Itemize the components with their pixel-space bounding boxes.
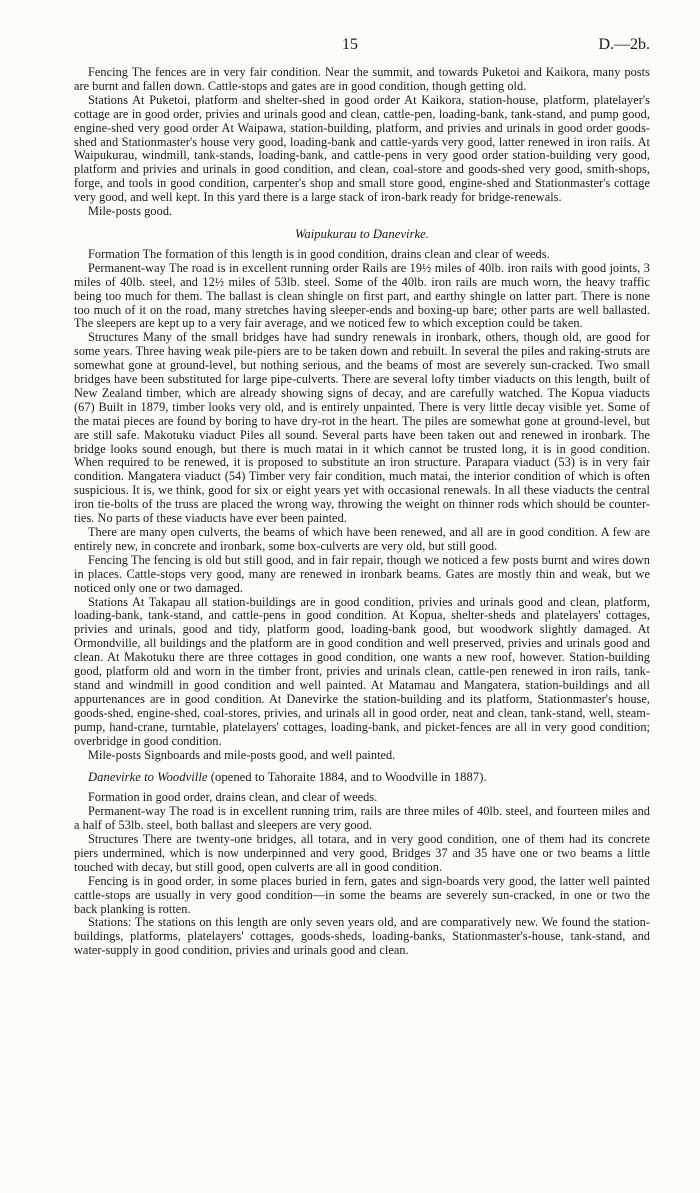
paragraph-formation: Formation in good order, drains clean, and clear of weeds. xyxy=(88,790,378,805)
document-body xyxy=(74,66,650,958)
paragraph-formation: Formation The formation of this length is in good condition, drains clean and clear of weeds. xyxy=(88,246,550,261)
paragraph-mile-posts: Mile-posts good. xyxy=(88,204,173,219)
paragraph-culverts: There are many open culverts, the beams of which have been renewed, and all are in good condition. A few are entirely new, in concrete and ironbark, some box-culverts are very old, but still good. xyxy=(74,525,650,553)
section-heading-danevirke-woodville xyxy=(74,771,650,785)
paragraph-mile-posts: Mile-posts Signboards and mile-posts good, and well painted. xyxy=(88,747,396,762)
paragraph-permanent-way: Permanent-way The road is in excellent running order Rails are 19½ miles of 40lb. iron rails with good joints, 3 miles of 40lb. steel, and 12½ miles of 53lb. steel. Some of the 40lb. iron rails are much worn, the heavy traffic being too much for them. The ballast is clean shingle on first part, and earthy shingle on latter part. There is none too much of it on the road, many stretches having sleeper-ends and boxing-up bare; other parts are well ballasted. The sleepers are kept up to a very fair average, and we noticed few to which exception could be taken. xyxy=(74,260,650,331)
section-heading-note: (opened to Tahoraite 1884, and to Woodville in 1887). xyxy=(207,770,487,785)
paragraph-stations: Stations At Puketoi, platform and shelter-shed in good order At Kaikora, station-house, platform, platelayer's cottage are in good order, privies and urinals good and clean, cattle-pen, loading-bank, tank-stand, and pump good, engine-shed very good order At Waipawa, station-building, platform, and privies and urinals in good order goods-shed and Stationmaster's house very good, loading-bank and cattle-yards very good, latter renewed in iron rails. At Waipukurau, windmill, tank-stands, loading-bank, and cattle-pens in very good order station-building very good, platform and privies and urinals in good condition, and clean, coal-store and goods-shed very good, smith-shops, forge, and tools in good condition, carpenter's shop and small store good, engine-shed and Stationmaster's cottage very good, and well kept. In this yard there is a large stack of iron-bark ready for bridge-renewals. xyxy=(74,92,650,205)
paragraph-fencing: Fencing The fences are in very fair condition. Near the summit, and towards Puketoi and Kaikora, many posts are burnt and fallen down. Cattle-stops and gates are in good condition, though getting old. xyxy=(74,65,650,93)
paragraph-structures: Structures Many of the small bridges have had sundry renewals in ironbark, others, though old, are good for some years. Three having weak pile-piers are to be taken down and rebuilt. In several the piles and raking-struts are somewhat gone at ground-level, but nothing serious, and the beams of most are severely sun-cracked. Two small bridges have been substituted for large pipe-culverts. There are several lofty timber viaducts on this length, built of New Zealand timber, which are already showing signs of decay, and are carefully watched. The Kopua viaducts (67) Built in 1879, timber looks very old, and is entirely unpainted. There is very little decay visible yet. Some of the matai pieces are found by boring to have dry-rot in the heart. The piles are somewhat gone at ground-level, but are still safe. Makotuku viaduct Piles all sound. Several parts have been taken out and renewed in ironbark. The bridge looks sound enough, but there is much matai in it which cannot be trusted long, it is in good condition. When required to be renewed, it is proposed to substitute an iron structure. Parapara viaduct (53) is in very fair condition. Mangatera viaduct (54) Timber very fair condition, much matai, the interior condition of which is often suspicious. It is, we think, good for six or eight years yet with occasional renewals. In all these viaducts the central iron tie-bolts of the truss are placed the wrong way, throwing the weight on thinner rods which should be counter-ties. No parts of these viaducts have ever been painted. xyxy=(74,330,650,526)
paragraph-fencing: Fencing is in good order, in some places buried in fern, gates and sign-boards very good, the latter well painted cattle-stops are usually in very good condition—in some the beams are severely sun-cracked, in one or two the back planking is rotten. xyxy=(74,873,650,916)
paragraph-stations: Stations At Takapau all station-buildings are in good condition, privies and urinals good and clean, platform, loading-bank, tank-stand, and cattle-pens in good condition. At Kopua, shelter-sheds and platelayers' cottages, privies and urinals, good and tidy, platform good, loading-bank good, but woodwork slightly damaged. At Ormondville, all buildings and the platform are in good condition and well preserved, privies and urinals good and clean. At Makotuku there are three cottages in good condition, one wants a new roof, however. Station-building good, platform old and worn in the timber front, privies and urinals clean, cattle-pen renewed in iron rails, tank-stand and windmill in good condition and well painted. At Matamau and Mangatera, station-buildings and all appurtenances are in good condition. At Danevirke the station-building and its platform, Stationmaster's house, goods-shed, engine-shed, coal-stores, privies, and urinals all in good order, neat and clean, tank-stand, well, steam-pump, hand-crane, turntable, platelayers' cottages, loading-bank, and picket-fences are all in very good condition; overbridge in good condition. xyxy=(74,594,650,748)
section-heading-title: Danevirke to Woodville xyxy=(88,770,208,785)
paragraph-permanent-way: Permanent-way The road is in excellent running trim, rails are three miles of 40lb. steel, and fourteen miles and a half of 53lb. steel, both ballast and sleepers are very good. xyxy=(74,804,650,833)
paragraph-structures: Structures There are twenty-one bridges, all totara, and in very good condition, one of them had its concrete piers undermined, which is now underpinned and very good, Bridges 37 and 35 have one or two beams a little touched with decay, but still good, open culverts are all in good condition. xyxy=(74,832,650,874)
section-heading-waipukurau-danevirke: Waipukurau to Danevirke. xyxy=(295,226,429,241)
page-number: 15 xyxy=(342,36,358,53)
document-reference: D.—2b. xyxy=(598,36,650,53)
paragraph-fencing: Fencing The fencing is old but still good, and in fair repair, though we noticed a few posts burnt and wires down in places. Cattle-stops very good, many are renewed in ironbark beams. Gates are mostly thin and weak, but we noticed only one or two damaged. xyxy=(74,552,650,595)
page-header xyxy=(74,36,650,66)
paragraph-stations: Stations: The stations on this length are only seven years old, and are comparatively new. We found the station-buildings, platforms, platelayers' cottages, goods-sheds, loading-banks, Stationmaster's-house, tank-stand, and water-supply in good condition, privies and urinals good and clean. xyxy=(74,915,650,958)
